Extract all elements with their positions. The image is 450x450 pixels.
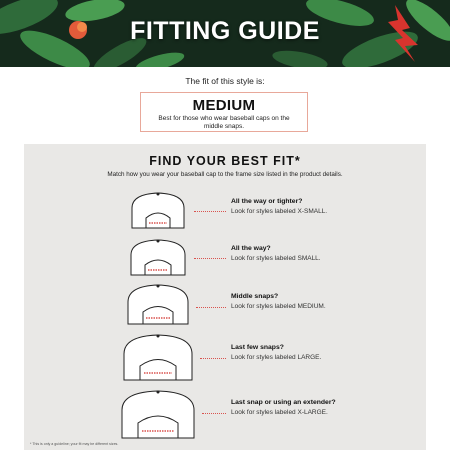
row-connector <box>194 258 226 259</box>
row-connector <box>194 211 226 212</box>
row-answer: Look for styles labeled MEDIUM. <box>231 303 326 310</box>
fit-description: Best for those who wear baseball caps on the middle snaps. <box>158 115 290 130</box>
guide-subtitle: Match how you wear your baseball cap to the frame size listed in the product details. <box>107 171 343 178</box>
fit-row-large <box>24 332 426 388</box>
row-question: All the way? <box>231 245 271 252</box>
fit-row-medium <box>24 282 426 332</box>
row-question: All the way or tighter? <box>231 198 303 205</box>
fit-row-small <box>24 235 426 281</box>
row-connector <box>200 358 226 359</box>
row-answer: Look for styles labeled X-SMALL. <box>231 208 328 215</box>
row-connector <box>202 413 226 414</box>
cap-back-icon <box>128 190 188 232</box>
page-title: FITTING GUIDE <box>130 17 320 45</box>
row-question: Middle snaps? <box>231 293 279 300</box>
fit-row-x-large <box>24 388 426 446</box>
row-answer: Look for styles labeled X-LARGE. <box>231 409 328 416</box>
fit-guide-panel <box>24 144 426 450</box>
footnote: * This is only a guideline; your fit may be different sizes. <box>30 442 119 446</box>
row-answer: Look for styles labeled LARGE. <box>231 354 322 361</box>
fit-intro-text: The fit of this style is: <box>185 76 265 86</box>
fit-size-name: MEDIUM <box>192 97 256 114</box>
cap-back-icon <box>127 237 189 279</box>
guide-title: FIND YOUR BEST FIT* <box>149 154 301 168</box>
row-connector <box>196 307 226 308</box>
row-question: Last few snaps? <box>231 344 284 351</box>
cap-back-icon <box>120 332 196 384</box>
row-question: Last snap or using an extender? <box>231 399 336 406</box>
cap-back-icon <box>118 388 198 442</box>
fit-summary-box <box>140 92 308 132</box>
cap-back-icon <box>124 282 192 328</box>
tropical-banner <box>0 0 450 67</box>
fit-row-x-small <box>24 188 426 234</box>
row-answer: Look for styles labeled SMALL. <box>231 255 321 262</box>
